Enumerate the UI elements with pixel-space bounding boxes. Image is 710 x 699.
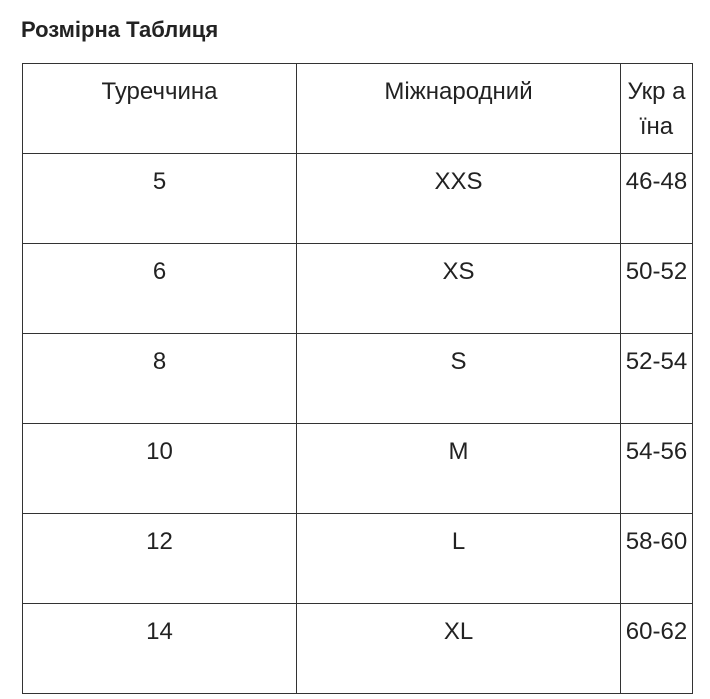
cell-international: XXS bbox=[297, 154, 621, 244]
cell-international: XL bbox=[297, 604, 621, 694]
cell-ukraine bbox=[621, 154, 693, 244]
table-row bbox=[23, 604, 693, 694]
cell-turkey: 6 bbox=[23, 244, 297, 334]
cell-ukraine-value: 58-60 bbox=[625, 528, 688, 555]
table-header-row bbox=[23, 64, 693, 154]
cell-ukraine-value: 52-54 bbox=[625, 348, 688, 375]
cell-ukraine bbox=[621, 514, 693, 604]
table-row bbox=[23, 154, 693, 244]
header-ukraine bbox=[621, 64, 693, 154]
cell-turkey: 10 bbox=[23, 424, 297, 514]
cell-ukraine-value: 54-56 bbox=[625, 438, 688, 465]
header-turkey: Туреччина bbox=[23, 64, 297, 154]
size-table bbox=[22, 63, 693, 694]
cell-turkey: 12 bbox=[23, 514, 297, 604]
cell-ukraine bbox=[621, 334, 693, 424]
header-ukraine-label: Укр аїна bbox=[627, 78, 686, 140]
table-row bbox=[23, 424, 693, 514]
table-row bbox=[23, 334, 693, 424]
cell-international: M bbox=[297, 424, 621, 514]
cell-ukraine bbox=[621, 244, 693, 334]
cell-international: S bbox=[297, 334, 621, 424]
table-row bbox=[23, 244, 693, 334]
page-title: Розмірна Таблиця bbox=[21, 17, 219, 42]
table-row bbox=[23, 514, 693, 604]
header-international: Міжнародний bbox=[297, 64, 621, 154]
cell-international: XS bbox=[297, 244, 621, 334]
cell-ukraine bbox=[621, 604, 693, 694]
cell-turkey: 5 bbox=[23, 154, 297, 244]
cell-turkey: 14 bbox=[23, 604, 297, 694]
cell-ukraine-value: 50-52 bbox=[625, 258, 688, 285]
cell-ukraine-value: 46-48 bbox=[625, 168, 688, 195]
cell-international: L bbox=[297, 514, 621, 604]
cell-turkey: 8 bbox=[23, 334, 297, 424]
cell-ukraine-value: 60-62 bbox=[625, 618, 688, 645]
cell-ukraine bbox=[621, 424, 693, 514]
